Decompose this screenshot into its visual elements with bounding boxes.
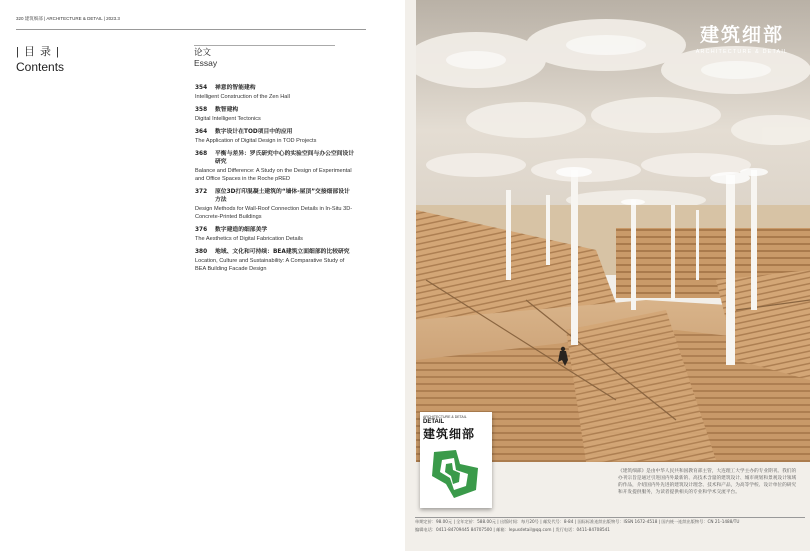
- entry-title-chinese: 地域、文化和可持续：BEA建筑立面细部的比较研究: [215, 249, 350, 255]
- toc-entry[interactable]: [195, 226, 355, 243]
- toc-title-english: Contents: [16, 60, 65, 74]
- entry-title-chinese: 数字建造的细部美学: [215, 227, 268, 233]
- entry-page-number: 368: [195, 151, 208, 157]
- section-title-chinese: 论文: [194, 48, 212, 58]
- entry-title-chinese: 数智建构: [215, 107, 239, 113]
- toc-entry[interactable]: [195, 84, 355, 101]
- right-page-advertisement: [405, 0, 810, 551]
- entry-title-english: The Aesthetics of Digital Fabrication Details: [195, 236, 303, 242]
- cover-detail-text: DETAIL: [423, 419, 445, 425]
- entry-title-chinese: 禅意的智能建构: [215, 85, 256, 91]
- entry-page-number: 380: [195, 249, 208, 255]
- entry-page-number: 354: [195, 85, 208, 91]
- toc-entries: [195, 84, 355, 278]
- publication-info: [415, 518, 805, 534]
- publication-info-line-2: 编辑电话：0411-84709445 84707500 | 邮箱：lepusdetail@qq.com | 发行电话：0411-84708541: [415, 527, 610, 532]
- cover-chinese-title: 建筑细部: [423, 427, 476, 441]
- masthead-chinese: 建筑细部: [699, 24, 784, 46]
- entry-page-number: 358: [195, 107, 208, 113]
- entry-title-english: Digital Intelligent Tectonics: [195, 116, 261, 122]
- entry-title-english: Design Methods for Wall-Roof Connection Details in In-Situ 3D-Concrete-Printed Buildings: [195, 206, 353, 220]
- masthead-logo: [682, 20, 802, 55]
- entry-page-number: 364: [195, 129, 208, 135]
- section-divider: [194, 45, 335, 46]
- toc-title-chinese: | 目 录 |: [16, 46, 60, 58]
- toc-entry[interactable]: [195, 188, 355, 221]
- entry-title-english: Intelligent Construction of the Zen Hall: [195, 94, 290, 100]
- page-header: 320 建筑细部 | ARCHITECTURE & DETAIL | 2023.3: [16, 16, 120, 21]
- entry-title-english: Location, Culture and Sustainability: A Comparative Study of BEA Building Facade Design: [195, 258, 345, 272]
- entry-title-chinese: 平衡与差异：罗氏研究中心的实验空间与办公空间设计研究: [215, 151, 355, 165]
- toc-entry[interactable]: [195, 106, 355, 123]
- section-title-english: Essay: [194, 58, 218, 68]
- auditorium-photo: [416, 0, 810, 462]
- masthead-english: ARCHITECTURE & DETAIL: [695, 49, 789, 55]
- header-divider: [16, 29, 366, 30]
- cover-plan-drawing: [426, 446, 486, 502]
- entry-title-chinese: 数字设计在TOD项目中的应用: [215, 129, 293, 135]
- magazine-cover: [420, 412, 492, 508]
- toc-entry[interactable]: [195, 150, 355, 183]
- entry-title-english: Balance and Difference: A Study on the Design of Experimental and Office Spaces in the Roche pRED: [195, 168, 352, 182]
- entry-page-number: 372: [195, 189, 208, 195]
- entry-title-chinese: 原位3D打印混凝土建筑的“墙体-屋顶”交接细部设计方法: [215, 189, 350, 203]
- magazine-description: 《建筑细部》是由中华人民共和国教育部主管，大连理工大学主办的专业期刊。我们的办刊宗旨是通过引进国内外最新的、高技术含量的建筑设计、城市规划和景观设计领域的作品，介绍国内外先进的建筑设计理念、技术和产品，为高等学校、设计单位的研究和开发提供服务，为读者提供相关的专业和学术交流平台。: [618, 469, 797, 495]
- cover-top-text: ARCHITECTURE & DETAIL: [423, 415, 467, 419]
- entry-title-english: The Application of Digital Design in TOD Projects: [195, 138, 317, 144]
- toc-entry[interactable]: [195, 248, 355, 273]
- publication-info-line-1: 单期定价：98.00元 | 全年定价：588.00元 | 出版时间：每月20号 | 邮发代号：8-84 | 国际标准连续出版物号：ISSN 1672-4518 | 国内统一连续出版物号：CN 21-1488/TU: [415, 519, 740, 524]
- entry-page-number: 376: [195, 227, 208, 233]
- toc-entry[interactable]: [195, 128, 355, 145]
